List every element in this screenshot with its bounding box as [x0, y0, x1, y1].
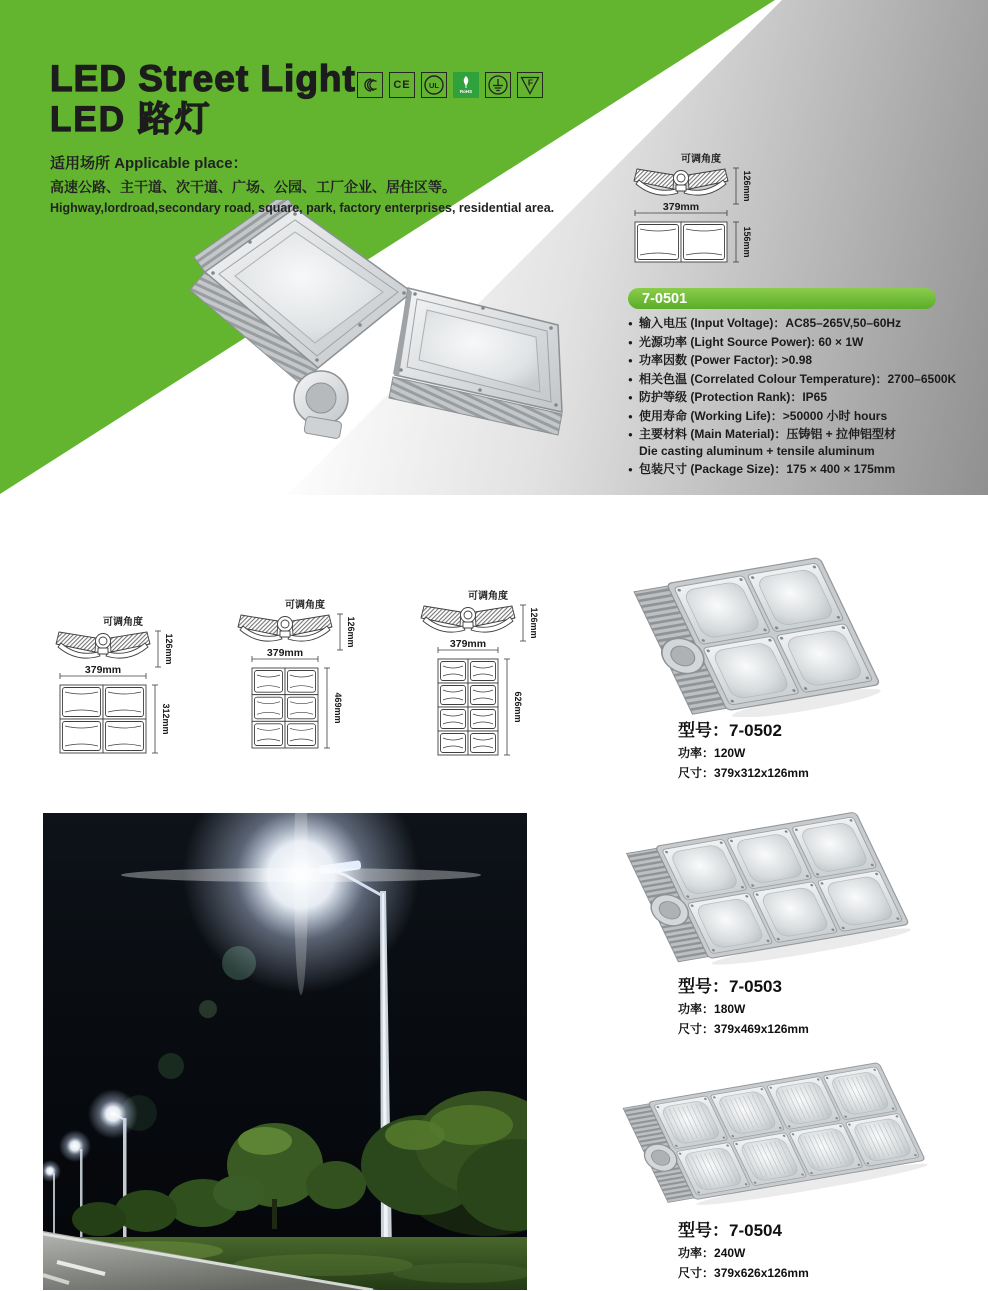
spec-list [628, 317, 956, 482]
model-value: 7-0504 [729, 1221, 782, 1240]
earth-ground-mark-icon [485, 72, 511, 98]
dimension-diagram-svg [53, 615, 179, 759]
product-label-7-0504 [678, 1216, 809, 1281]
svg-text:可调角度: 可调角度 [285, 600, 325, 611]
f-triangle-icon [519, 74, 541, 96]
spec-package-size [628, 463, 956, 476]
model-line [678, 1216, 809, 1241]
product-iso-svg [612, 1056, 957, 1216]
svg-text:379mm: 379mm [84, 664, 122, 676]
product-label-7-0503 [678, 972, 809, 1037]
ce-mark-icon [389, 72, 415, 98]
bullet: ● [628, 393, 633, 402]
bullet: ● [628, 319, 633, 328]
spec-main-material [628, 428, 956, 441]
svg-text:312mm: 312mm [161, 703, 171, 735]
bullet: ● [628, 411, 633, 421]
applicable-place-cn: 高速公路、主干道、次干道、广场、公园、工厂企业、居住区等。 [50, 179, 456, 196]
product-label-7-0502 [678, 716, 809, 781]
size-value: 379x312x126mm [714, 766, 809, 780]
product-iso-svg [622, 552, 922, 717]
svg-text:126mm: 126mm [742, 170, 752, 202]
applicable-place-en: Highway,lordroad,secondary road, square, park, factory enterprises, residential area. [50, 201, 555, 216]
size-value: 379x469x126mm [714, 1022, 809, 1036]
spec-protection-rank [628, 391, 956, 404]
model-line [678, 716, 809, 741]
spec-text: 相关色温 (Correlated Colour Temperature)：2700–6500K [639, 371, 957, 386]
spec-input-voltage [628, 317, 956, 330]
power-value: 240W [714, 1246, 746, 1260]
svg-text:156mm: 156mm [742, 226, 752, 258]
spec-text: 主要材料 (Main Material)：压铸铝 + 拉伸铝型材 [639, 427, 897, 441]
svg-text:126mm: 126mm [346, 616, 356, 648]
svg-text:379mm: 379mm [449, 638, 487, 650]
spec-light-source-power [628, 336, 956, 349]
bullet: ● [628, 337, 633, 347]
dimension-diagram-svg [418, 589, 544, 761]
power-value: 180W [714, 1002, 746, 1016]
applicable-place-label: 适用场所 Applicable place： [50, 155, 248, 173]
dimension-diagram-7-0503 [235, 598, 361, 759]
spec-main-material-en [628, 445, 956, 458]
bullet: ● [628, 430, 633, 439]
product-photo-7-0501 [185, 200, 585, 505]
dimension-diagram-svg [631, 152, 757, 268]
street-night-photo [43, 813, 527, 1290]
spec-text: 防护等级 (Protection Rank)：IP65 [639, 390, 828, 404]
spec-text: 使用寿命 (Working Life)：>50000 小时 hours [639, 408, 888, 423]
spec-text: 包装尺寸 (Package Size)：175 × 400 × 175mm [639, 462, 896, 476]
model-key: 型号： [678, 977, 729, 996]
svg-text:379mm: 379mm [266, 647, 304, 659]
page-title-cn: LED 路灯 [50, 99, 212, 139]
size-line [678, 764, 809, 781]
power-key: 功率： [678, 1002, 715, 1016]
bullet: ● [628, 374, 633, 384]
product-photo-7-0502 [622, 552, 922, 722]
rohs-mark-icon [453, 72, 479, 98]
spec-text: 光源功率 (Light Source Power): 60 × 1W [639, 334, 864, 349]
product-iso-svg [615, 806, 945, 976]
svg-text:379mm: 379mm [662, 201, 700, 213]
size-key: 尺寸： [678, 766, 715, 780]
ccc-icon [359, 74, 381, 96]
dimension-diagram-7-0502 [53, 615, 179, 764]
power-value: 120W [714, 746, 746, 760]
spec-text: Die casting aluminum + tensile aluminum [639, 443, 875, 458]
bullet: ● [628, 465, 633, 474]
ul-icon [423, 74, 445, 96]
svg-text:126mm: 126mm [164, 633, 174, 665]
model-value: 7-0502 [729, 721, 782, 740]
svg-text:可调角度: 可调角度 [468, 591, 508, 602]
spec-text: 功率因数 (Power Factor): >0.98 [639, 353, 813, 367]
product-photo-7-0503 [615, 806, 945, 981]
ul-mark-label: UL [429, 81, 439, 90]
spec-power-factor [628, 354, 956, 367]
model-key: 型号： [678, 1221, 729, 1240]
power-key: 功率： [678, 1246, 715, 1260]
model-code-bar: 7-0501 [628, 288, 936, 309]
svg-text:469mm: 469mm [333, 692, 343, 724]
spec-working-life [628, 410, 956, 423]
dimension-diagram-svg [235, 598, 361, 754]
svg-text:126mm: 126mm [529, 607, 539, 639]
size-key: 尺寸： [678, 1022, 715, 1036]
power-line [678, 744, 809, 761]
size-key: 尺寸： [678, 1266, 715, 1280]
earth-ground-icon [487, 74, 509, 96]
power-line [678, 1244, 809, 1261]
bullet: ● [628, 356, 633, 365]
model-key: 型号： [678, 721, 729, 740]
dimension-diagram-7-0504 [418, 589, 544, 766]
f-mark-label: F [527, 77, 534, 88]
vde-f-mark-icon [517, 72, 543, 98]
certification-row [357, 72, 543, 98]
model-value: 7-0503 [729, 977, 782, 996]
dimension-diagram-7-0501 [631, 152, 757, 273]
svg-text:可调角度: 可调角度 [103, 617, 143, 628]
ce-mark-label: CE [393, 79, 411, 91]
size-value: 379x626x126mm [714, 1266, 809, 1280]
ul-mark-icon [421, 72, 447, 98]
product-photo-7-0504 [612, 1056, 957, 1221]
power-key: 功率： [678, 746, 715, 760]
svg-text:可调角度: 可调角度 [681, 154, 721, 165]
bullet [628, 445, 639, 458]
leaf-icon [459, 75, 473, 89]
size-line [678, 1264, 809, 1281]
ccc-mark-icon [357, 72, 383, 98]
size-line [678, 1020, 809, 1037]
rohs-mark-label: RoHS [459, 89, 473, 95]
model-line [678, 972, 809, 997]
power-line [678, 1000, 809, 1017]
svg-text:626mm: 626mm [513, 691, 523, 723]
spec-colour-temperature [628, 373, 956, 386]
spec-text: 输入电压 (Input Voltage)：AC85–265V,50–60Hz [639, 316, 902, 330]
page-title-en: LED Street Light [50, 58, 356, 99]
